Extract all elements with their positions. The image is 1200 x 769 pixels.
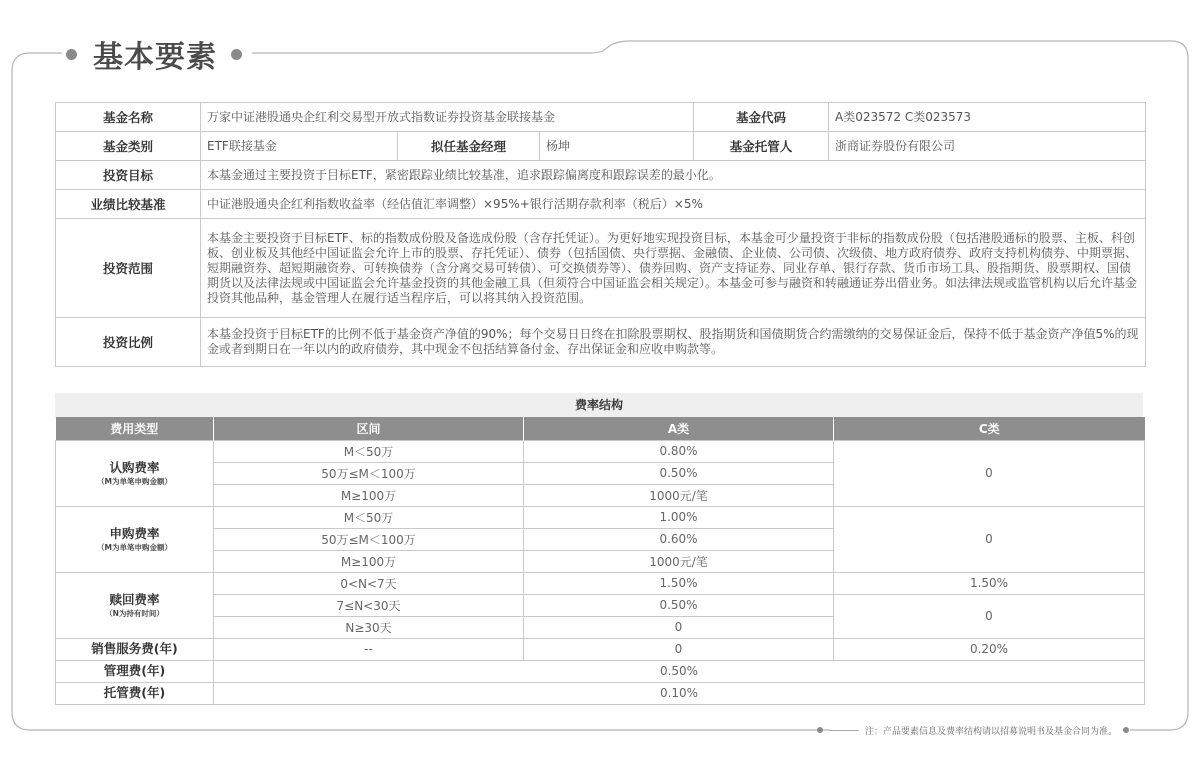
title-block xyxy=(66,34,242,74)
value-custodian: 浙商证券股份有限公司 xyxy=(829,132,1146,161)
sales-service-range: -- xyxy=(214,638,524,660)
value-objective: 本基金通过主要投资于目标ETF，紧密跟踪业绩比较基准，追求跟踪偏离度和跟踪误差的最小化。 xyxy=(201,161,1146,190)
purchase-a: 0.60% xyxy=(524,528,834,550)
purchase-range: M＜50万 xyxy=(214,506,524,528)
value-fund-name: 万家中证港股通央企红利交易型开放式指数证券投资基金联接基金 xyxy=(201,103,694,132)
value-fund-code: A类023572 C类023573 xyxy=(829,103,1146,132)
header-range: 区间 xyxy=(214,417,524,440)
page-title: 基本要素 xyxy=(93,40,217,75)
subscribe-fee-label xyxy=(56,440,214,506)
label-custodian: 基金托管人 xyxy=(694,132,829,161)
value-scope: 本基金主要投资于目标ETF、标的指数成份股及备选成份股（含存托凭证）。为更好地实现投资目标，本基金可少量投资于非标的指数成份股（包括港股通标的股票、主板、科创板、创业板及其他经中国证监会允许上市的股票、存托凭证）、债券（包括国债、央行票据、金融债、企业债、公司债、次级债、地方政府债券、政府支持机构债券、中期票据、短期融资券、超短期融资券、可转换债券（含分离交易可转债）、可交换债券等）、债券回购、资产支持证券、同业存单、银行存款、货币市场工具、股指期货、股票期权、国债期货以及法律法规或中国证监会允许基金投资的其他金融工具（但须符合中国证监会相关规定）。本基金可参与融资和转融通证券出借业务。如法律法规或监管机构以后允许基金投资其他品种，基金管理人在履行适当程序后，可以将其纳入投资范围。 xyxy=(201,219,1146,318)
value-manager: 杨坤 xyxy=(540,132,694,161)
purchase-fee-name: 申购费率 xyxy=(109,525,160,541)
redeem-a: 1.50% xyxy=(524,572,834,594)
redeem-fee-name: 赎回费率 xyxy=(109,591,160,607)
redeem-range: 0<N<7天 xyxy=(214,572,524,594)
redeem-fee-note: （N为持有时间） xyxy=(105,608,164,618)
purchase-c: 0 xyxy=(834,506,1145,572)
label-objective: 投资目标 xyxy=(56,161,201,190)
header-class-a: A类 xyxy=(524,417,834,440)
table-row xyxy=(56,660,1145,682)
basic-info-table xyxy=(55,102,1146,367)
redeem-range: 7≤N<30天 xyxy=(214,594,524,616)
row-scope xyxy=(56,219,1146,318)
fee-table-caption: 费率结构 xyxy=(55,393,1143,417)
subscribe-range: M＜50万 xyxy=(214,440,524,462)
table-row xyxy=(56,506,1145,528)
row-ratio xyxy=(56,318,1146,367)
value-ratio: 本基金投资于目标ETF的比例不低于基金资产净值的90%；每个交易日日终在扣除股票期权、股指期货和国债期货合约需缴纳的交易保证金后，保持不低于基金资产净值5%的现金或者到期日在一年以内的政府债券，其中现金不包括结算备付金、存出保证金和应收申购款等。 xyxy=(201,318,1146,367)
label-benchmark: 业绩比较基准 xyxy=(56,190,201,219)
sales-service-c: 0.20% xyxy=(834,638,1145,660)
management-fee-label: 管理费(年) xyxy=(56,660,214,682)
custody-fee-label: 托管费(年) xyxy=(56,682,214,704)
subscribe-a: 0.50% xyxy=(524,462,834,484)
table-row xyxy=(56,572,1145,594)
label-ratio: 投资比例 xyxy=(56,318,201,367)
purchase-a: 1000元/笔 xyxy=(524,550,834,572)
value-fund-type: ETF联接基金 xyxy=(201,132,398,161)
title-right-dot-icon xyxy=(231,49,242,60)
label-scope: 投资范围 xyxy=(56,219,201,318)
subscribe-fee-name: 认购费率 xyxy=(109,459,160,475)
redeem-c: 0 xyxy=(834,594,1145,638)
sales-service-label: 销售服务费(年) xyxy=(56,638,214,660)
subscribe-range: 50万≤M＜100万 xyxy=(214,462,524,484)
purchase-range: M≥100万 xyxy=(214,550,524,572)
subscribe-c: 0 xyxy=(834,440,1145,506)
header-fee-type: 费用类型 xyxy=(56,417,214,440)
footnote xyxy=(817,723,1129,737)
table-row xyxy=(56,682,1145,704)
label-fund-name: 基金名称 xyxy=(56,103,201,132)
purchase-fee-label xyxy=(56,506,214,572)
management-fee-value: 0.50% xyxy=(214,660,1145,682)
purchase-a: 1.00% xyxy=(524,506,834,528)
redeem-range: N≥30天 xyxy=(214,616,524,638)
fee-header-row xyxy=(56,417,1145,440)
value-benchmark: 中证港股通央企红利指数收益率（经估值汇率调整）×95%+银行活期存款利率（税后）×5% xyxy=(201,190,1146,219)
note-right-dot-icon xyxy=(1123,727,1129,733)
subscribe-a: 0.80% xyxy=(524,440,834,462)
title-left-dot-icon xyxy=(66,49,77,60)
note-left-dot-icon xyxy=(817,727,823,733)
subscribe-range: M≥100万 xyxy=(214,484,524,506)
note-left-line xyxy=(829,730,859,731)
custody-fee-value: 0.10% xyxy=(214,682,1145,704)
table-row xyxy=(56,594,1145,616)
subscribe-fee-note: （M为单笔申购金额） xyxy=(97,476,172,486)
label-fund-type: 基金类别 xyxy=(56,132,201,161)
header-class-c: C类 xyxy=(834,417,1145,440)
row-benchmark xyxy=(56,190,1146,219)
subscribe-a: 1000元/笔 xyxy=(524,484,834,506)
purchase-range: 50万≤M＜100万 xyxy=(214,528,524,550)
redeem-a: 0.50% xyxy=(524,594,834,616)
row-fund-type xyxy=(56,132,1146,161)
row-objective xyxy=(56,161,1146,190)
label-manager: 拟任基金经理 xyxy=(398,132,540,161)
redeem-c: 1.50% xyxy=(834,572,1145,594)
row-fund-name xyxy=(56,103,1146,132)
footnote-text: 注：产品要素信息及费率结构请以招募说明书及基金合同为准。 xyxy=(864,726,1117,737)
table-row xyxy=(56,638,1145,660)
redeem-a: 0 xyxy=(524,616,834,638)
redeem-fee-label xyxy=(56,572,214,638)
fee-table xyxy=(55,417,1145,705)
table-row xyxy=(56,440,1145,462)
sales-service-a: 0 xyxy=(524,638,834,660)
purchase-fee-note: （M为单笔申购金额） xyxy=(97,542,172,552)
label-fund-code: 基金代码 xyxy=(694,103,829,132)
